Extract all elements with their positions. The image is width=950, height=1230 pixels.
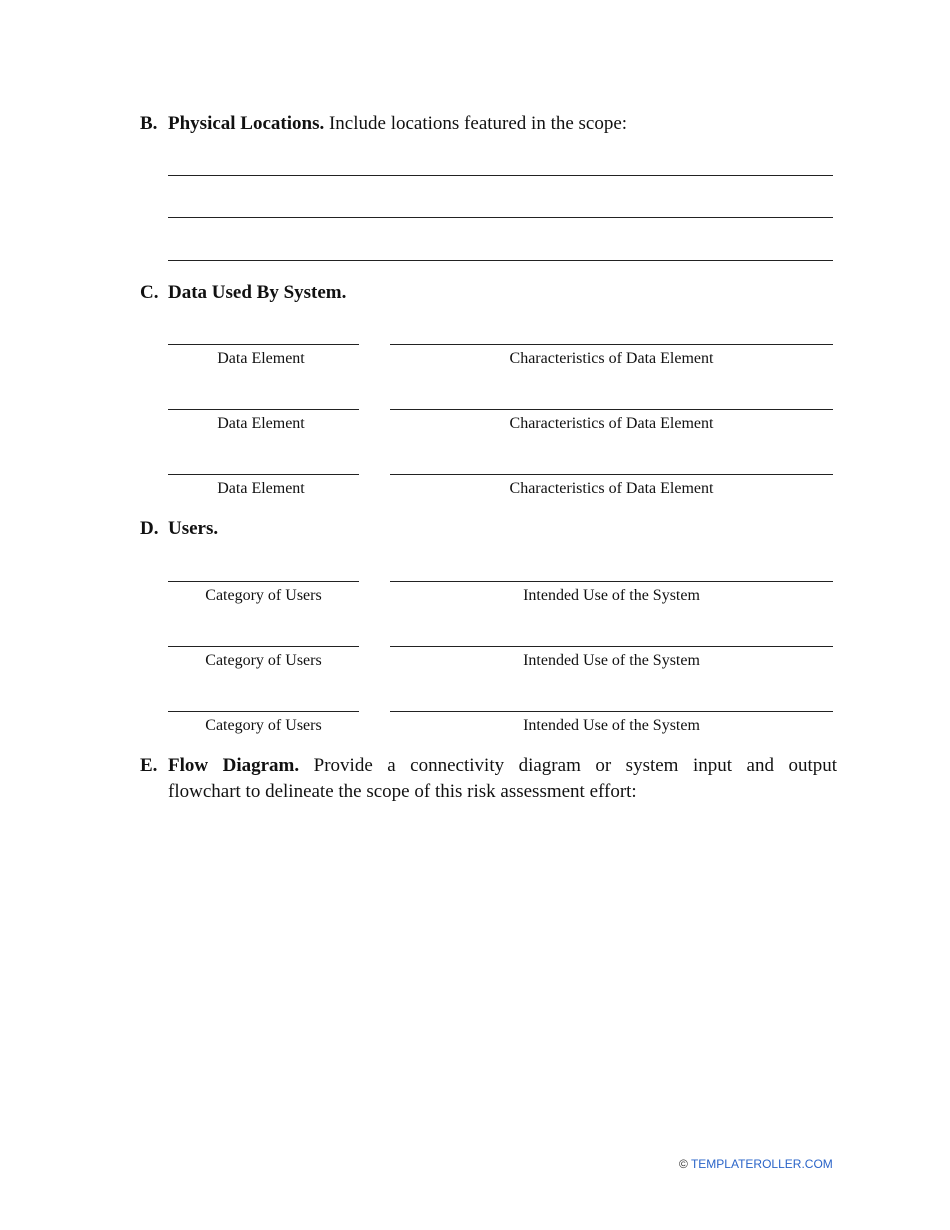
section-e-paragraph	[168, 753, 837, 805]
section-e-title: Flow Diagram.	[168, 755, 300, 776]
user-category-caption-1: Category of Users	[205, 587, 322, 604]
section-b-letter: B.	[140, 113, 158, 134]
section-e-line-1-text: Provide a connectivity diagram or system input and output	[313, 755, 838, 776]
section-b-title: Physical Locations.	[168, 113, 325, 134]
data-characteristics-line-1[interactable]	[390, 344, 833, 345]
section-c-letter: C.	[140, 282, 159, 303]
data-element-line-1[interactable]	[168, 344, 359, 345]
footer-copyright	[679, 1157, 833, 1171]
user-category-line-2[interactable]	[168, 646, 359, 647]
section-d-letter: D.	[140, 518, 159, 539]
intended-use-caption-1: Intended Use of the System	[523, 587, 700, 604]
section-b-text: Include locations featured in the scope:	[324, 113, 628, 134]
data-characteristics-caption-1: Characteristics of Data Element	[509, 350, 714, 367]
data-element-caption-3: Data Element	[217, 480, 305, 497]
intended-use-line-2[interactable]	[390, 646, 833, 647]
copyright-symbol: ©	[679, 1157, 688, 1171]
templateroller-link[interactable]: TEMPLATEROLLER.COM	[690, 1157, 833, 1171]
user-category-caption-2: Category of Users	[205, 652, 322, 669]
data-element-caption-2: Data Element	[217, 415, 305, 432]
data-element-caption-1: Data Element	[217, 350, 305, 367]
section-d-heading	[140, 516, 218, 542]
intended-use-caption-3: Intended Use of the System	[523, 717, 700, 734]
user-category-caption-3: Category of Users	[205, 717, 322, 734]
data-element-line-2[interactable]	[168, 409, 359, 410]
section-e-letter-wrap	[140, 753, 157, 779]
intended-use-line-1[interactable]	[390, 581, 833, 582]
location-blank-line-1[interactable]	[168, 175, 833, 176]
section-e-line-1	[168, 753, 837, 779]
section-b-heading	[140, 111, 627, 137]
data-characteristics-line-2[interactable]	[390, 409, 833, 410]
location-blank-line-3[interactable]	[168, 260, 833, 261]
user-category-line-3[interactable]	[168, 711, 359, 712]
section-e-letter: E.	[140, 755, 158, 776]
section-c-title: Data Used By System.	[168, 282, 347, 303]
section-e-line-2: flowchart to delineate the scope of this risk assessment effort:	[168, 781, 637, 802]
data-characteristics-caption-2: Characteristics of Data Element	[509, 415, 714, 432]
section-d-title: Users.	[168, 518, 219, 539]
location-blank-line-2[interactable]	[168, 217, 833, 218]
section-c-heading	[140, 280, 346, 306]
data-characteristics-line-3[interactable]	[390, 474, 833, 475]
data-characteristics-caption-3: Characteristics of Data Element	[509, 480, 714, 497]
intended-use-line-3[interactable]	[390, 711, 833, 712]
user-category-line-1[interactable]	[168, 581, 359, 582]
intended-use-caption-2: Intended Use of the System	[523, 652, 700, 669]
data-element-line-3[interactable]	[168, 474, 359, 475]
